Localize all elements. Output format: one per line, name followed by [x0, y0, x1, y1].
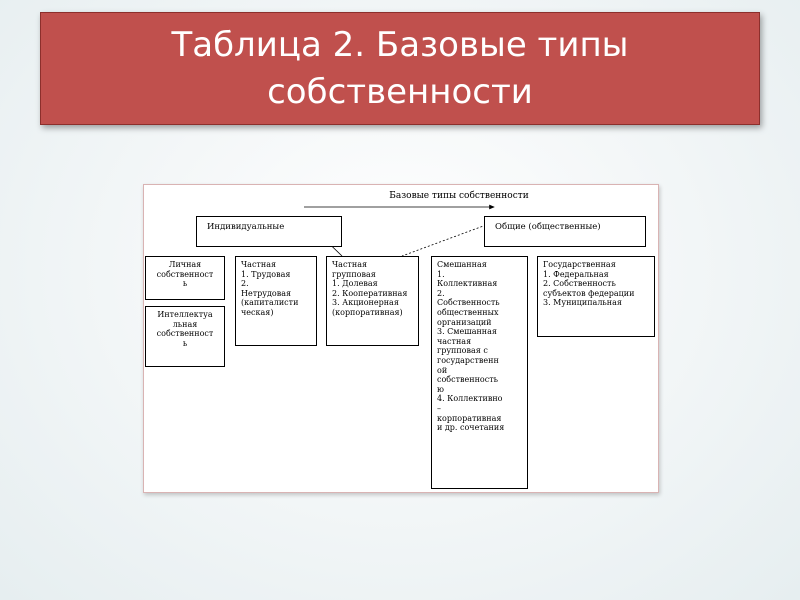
mixed-ownership-box: Смешанная 1. Коллективная 2. Собственность общественных организаций 3. Смешанная частная групповая с государственн ой собственность ю 4. Коллективно – корпоративная и др. сочетания: [431, 256, 528, 489]
intellectual-ownership-box: Интеллектуа льная собственност ь: [145, 306, 225, 367]
personal-ownership-box: Личная собственност ь: [145, 256, 225, 300]
individual-ownership-box: Индивидуальные: [196, 216, 342, 247]
diagram-heading: Базовые типы собственности: [389, 191, 529, 201]
title-banner: [40, 12, 760, 125]
state-ownership-box: Государственная 1. Федеральная 2. Собственность субъектов федерации 3. Муниципальная: [537, 256, 655, 337]
private-ownership-box: Частная 1. Трудовая 2. Нетрудовая (капиталисти ческая): [235, 256, 317, 346]
private-group-ownership-box: Частная групповая 1. Долевая 2. Кооперативная 3. Акционерная (корпоративная): [326, 256, 419, 346]
ownership-diagram: [143, 184, 659, 493]
common-ownership-box: Общие (общественные): [484, 216, 646, 247]
slide-title: Таблица 2. Базовые типы собственности: [171, 24, 629, 112]
common-to-private-group-link: [402, 225, 486, 256]
